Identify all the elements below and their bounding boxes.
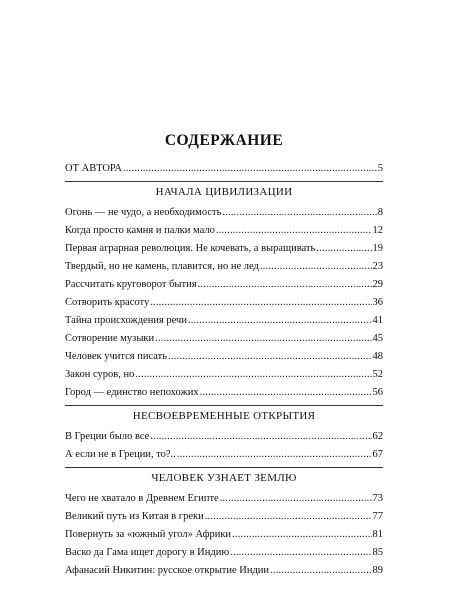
toc-entry[interactable] bbox=[65, 448, 383, 462]
toc-entry-title: Чего не хватало в Древнем Египте bbox=[65, 493, 219, 504]
toc-entry[interactable] bbox=[65, 510, 383, 524]
toc-entry-page: 77 bbox=[372, 511, 383, 522]
toc-entry-page: 48 bbox=[372, 351, 383, 362]
dot-leader bbox=[316, 242, 371, 256]
toc-entry-page: 36 bbox=[372, 297, 383, 308]
toc-entry-page: 56 bbox=[372, 387, 383, 398]
dot-leader bbox=[123, 162, 377, 176]
toc-entry[interactable] bbox=[65, 350, 383, 364]
toc-entry-title: Великий путь из Китая в греки bbox=[65, 511, 204, 522]
dot-leader bbox=[216, 224, 372, 238]
toc-entry[interactable] bbox=[65, 386, 383, 400]
dot-leader bbox=[270, 564, 371, 578]
toc-entry[interactable] bbox=[65, 242, 383, 256]
dot-leader bbox=[168, 350, 371, 364]
dot-leader bbox=[150, 430, 371, 444]
toc-entry[interactable] bbox=[65, 430, 383, 444]
toc-entry-page: 67 bbox=[372, 449, 383, 460]
dot-leader bbox=[230, 546, 371, 560]
section-divider bbox=[65, 405, 383, 406]
toc-entry-title: Афанасий Никитин: русское открытие Индии bbox=[65, 565, 270, 576]
toc-entry-title: Сотворение музыки bbox=[65, 333, 155, 344]
toc-entry-page: 29 bbox=[372, 279, 383, 290]
dot-leader bbox=[232, 528, 371, 542]
toc-entry-page: 52 bbox=[372, 369, 383, 380]
toc-entry[interactable] bbox=[65, 528, 383, 542]
toc-entry[interactable] bbox=[65, 206, 383, 220]
dot-leader bbox=[222, 206, 376, 220]
toc-entry-page: 5 bbox=[377, 163, 383, 174]
toc-entry-title: Сотворить красоту bbox=[65, 297, 150, 308]
dot-leader bbox=[135, 368, 371, 382]
toc-entry-title: Первая аграрная революция. Не кочевать, а выращивать bbox=[65, 243, 316, 254]
toc-entry-title: Повернуть за «южный угол» Африки bbox=[65, 529, 232, 540]
page-title: СОДЕРЖАНИЕ bbox=[164, 132, 284, 149]
toc-entry-title: А если не в Греции, то?.. bbox=[65, 449, 176, 460]
dot-leader bbox=[205, 510, 372, 524]
toc-entry[interactable] bbox=[65, 260, 383, 274]
dot-leader bbox=[177, 448, 372, 462]
dot-leader bbox=[155, 332, 371, 346]
toc-entry-page: 12 bbox=[372, 225, 383, 236]
toc-entry-page: 19 bbox=[372, 243, 383, 254]
toc-entry[interactable] bbox=[65, 564, 383, 578]
toc-entry-title: Закон суров, но bbox=[65, 369, 135, 380]
toc-entry-page: 73 bbox=[372, 493, 383, 504]
toc-entry-title: Рассчитать круговорот бытия bbox=[65, 279, 197, 290]
toc-entry-page: 62 bbox=[372, 431, 383, 442]
toc-entry[interactable] bbox=[65, 224, 383, 238]
toc-entry[interactable] bbox=[65, 546, 383, 560]
toc-entry-title: Твердый, но не камень, плавится, но не лед bbox=[65, 261, 259, 272]
toc-entry-title: Огонь — не чудо, а необходимость bbox=[65, 207, 222, 218]
dot-leader bbox=[220, 492, 372, 506]
section-heading: НЕСВОЕВРЕМЕННЫЕ ОТКРЫТИЯ bbox=[132, 410, 316, 422]
toc-entry-page: 45 bbox=[372, 333, 383, 344]
toc-entry-page: 85 bbox=[372, 547, 383, 558]
toc-entry[interactable] bbox=[65, 368, 383, 382]
toc-entry-page: 41 bbox=[372, 315, 383, 326]
toc-entry-title: В Греции было все bbox=[65, 431, 150, 442]
toc-entry-intro[interactable] bbox=[65, 162, 383, 176]
toc-entry-title: Тайна происхождения речи bbox=[65, 315, 187, 326]
toc-entry-title: ОТ АВТОРА bbox=[65, 163, 123, 174]
toc-entry-page: 81 bbox=[372, 529, 383, 540]
toc-entry[interactable] bbox=[65, 296, 383, 310]
section-divider bbox=[65, 181, 383, 182]
toc-entry-title: Человек учится писать bbox=[65, 351, 168, 362]
section-heading: НАЧАЛА ЦИВИЛИЗАЦИИ bbox=[155, 186, 293, 198]
toc-entry[interactable] bbox=[65, 314, 383, 328]
toc-entry-title: Город — единство непохожих bbox=[65, 387, 199, 398]
toc-entry-page: 89 bbox=[372, 565, 383, 576]
section-divider bbox=[65, 467, 383, 468]
toc-page bbox=[65, 0, 383, 604]
dot-leader bbox=[198, 278, 372, 292]
toc-entry-page: 8 bbox=[377, 207, 383, 218]
toc-entry[interactable] bbox=[65, 332, 383, 346]
dot-leader bbox=[200, 386, 372, 400]
toc-entry-title: Когда просто камня и палки мало bbox=[65, 225, 215, 236]
dot-leader bbox=[150, 296, 371, 310]
dot-leader bbox=[260, 260, 372, 274]
dot-leader bbox=[188, 314, 372, 328]
toc-entry[interactable] bbox=[65, 492, 383, 506]
toc-entry-page: 23 bbox=[372, 261, 383, 272]
toc-entry[interactable] bbox=[65, 278, 383, 292]
section-heading: ЧЕЛОВЕК УЗНАЕТ ЗЕМЛЮ bbox=[151, 472, 297, 484]
toc-entry-title: Васко да Гама ищет дорогу в Индию bbox=[65, 547, 230, 558]
